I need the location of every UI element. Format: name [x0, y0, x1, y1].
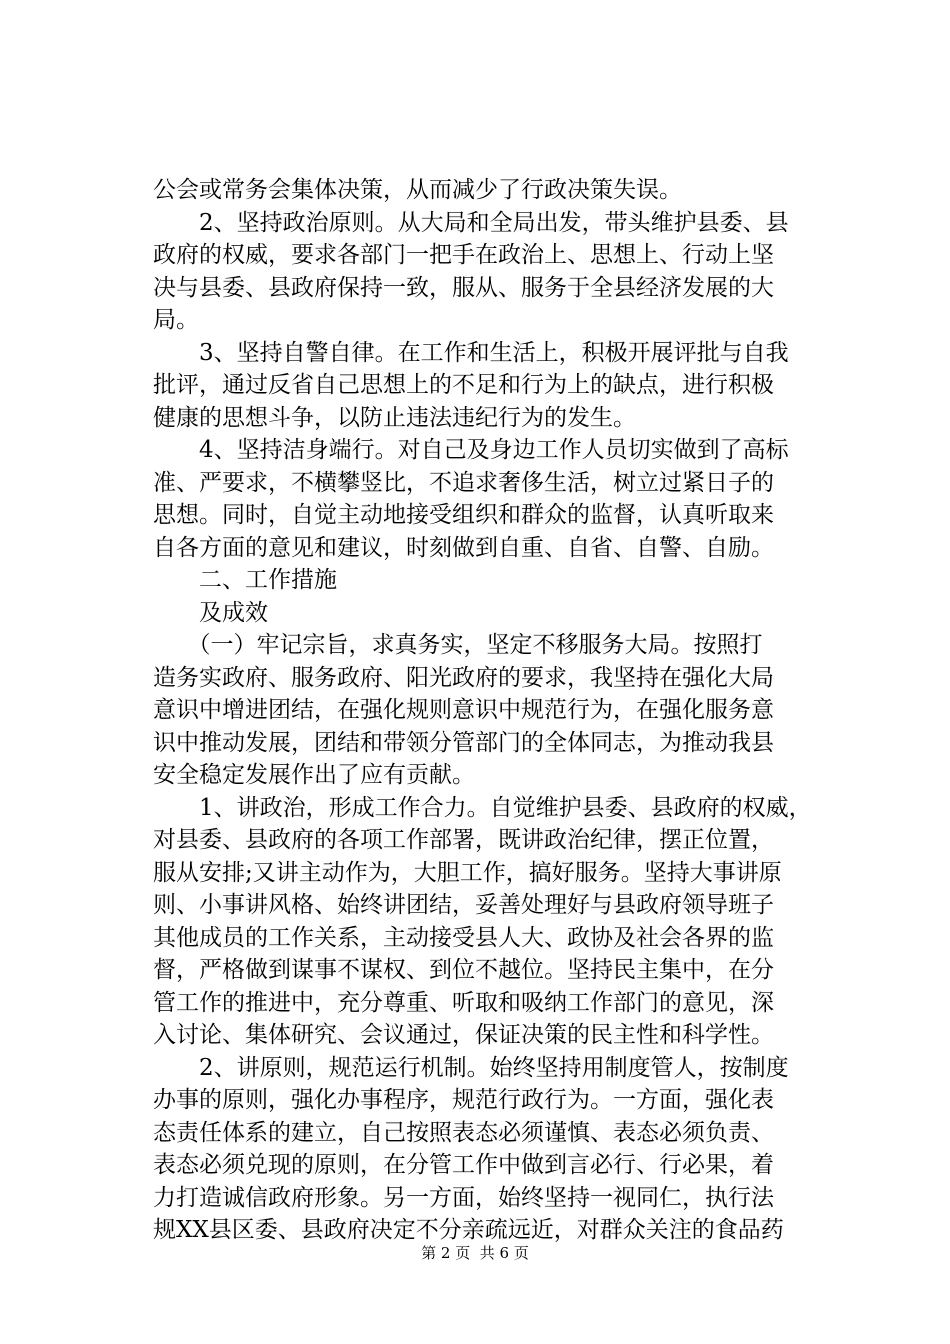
- text-line: 1、讲政治，形成工作合力。自觉维护县委、县政府的权威，: [153, 794, 812, 821]
- text-line: 识中推动发展，团结和带领分管部门的全体同志，为推动我县: [153, 729, 774, 756]
- text-line: 管工作的推进中，充分尊重、听取和吸纳工作部门的意见，深: [153, 989, 774, 1016]
- text-line: 造务实政府、服务政府、阳光政府的要求，我坚持在强化大局: [153, 664, 774, 691]
- text-line: 思想。同时，自觉主动地接受组织和群众的监督，认真听取来: [153, 502, 774, 528]
- text-line: 对县委、县政府的各项工作部署，既讲政治纪律，摆正位置，: [153, 827, 774, 853]
- text-line: 2、坚持政治原则。从大局和全局出发，带头维护县委、县: [153, 209, 789, 236]
- text-line: 3、坚持自警自律。在工作和生活上，积极开展评批与自我: [153, 339, 789, 366]
- text-line: 其他成员的工作关系，主动接受县人大、政协及社会各界的监: [153, 924, 774, 951]
- text-line: 意识中增进团结，在强化规则意识中规范行为，在强化服务意: [153, 697, 774, 723]
- text-line: 入讨论、集体研究、会议通过，保证决策的民主性和科学性。: [153, 1022, 774, 1048]
- document-body: [153, 174, 843, 1247]
- text-line: 服从安排;又讲主动作为，大胆工作，搞好服务。坚持大事讲原: [153, 859, 782, 886]
- text-line: 健康的思想斗争，以防止违法违纪行为的发生。: [153, 404, 636, 431]
- text-line: 准、严要求，不横攀竖比，不追求奢侈生活，树立过紧日子的: [153, 469, 774, 496]
- text-line: 态责任体系的建立，自己按照表态必须谨慎、表态必须负责、: [153, 1119, 774, 1146]
- text-line: 公会或常务会集体决策，从而减少了行政决策失误。: [153, 177, 682, 203]
- text-line: 督，严格做到谋事不谋权、到位不越位。坚持民主集中，在分: [153, 957, 774, 983]
- text-line: 政府的权威，要求各部门一把手在政治上、思想上、行动上坚: [153, 242, 774, 268]
- text-line: 局。: [153, 307, 199, 333]
- text-line: 办事的原则，强化办事程序，规范行政行为。一方面，强化表: [153, 1087, 774, 1113]
- text-line: 4、坚持洁身端行。对自己及身边工作人员切实做到了高标: [153, 437, 789, 463]
- section-heading: 二、工作措施: [153, 567, 337, 593]
- text-line: 批评，通过反省自己思想上的不足和行为上的缺点，进行积极: [153, 372, 774, 398]
- text-line: 2、讲原则，规范运行机制。始终坚持用制度管人，按制度: [153, 1054, 789, 1081]
- section-heading-continuation: 及成效: [153, 599, 268, 626]
- page-number-footer: 第 2 页 共 6 页: [421, 1244, 529, 1262]
- text-line: 规XX县区委、县政府决定不分亲疏远近，对群众关注的食品药: [153, 1217, 784, 1243]
- text-line: （一）牢记宗旨，求真务实，坚定不移服务大局。按照打: [153, 632, 763, 658]
- text-line: 安全稳定发展作出了应有贡献。: [153, 762, 475, 788]
- text-line: 决与县委、县政府保持一致，服从、服务于全县经济发展的大: [153, 274, 774, 301]
- text-line: 表态必须兑现的原则，在分管工作中做到言必行、行必果，着: [153, 1152, 774, 1178]
- text-line: 则、小事讲风格、始终讲团结，妥善处理好与县政府领导班子: [153, 892, 774, 918]
- text-line: 自各方面的意见和建议，时刻做到自重、自省、自警、自励。: [153, 534, 774, 561]
- text-line: 力打造诚信政府形象。另一方面，始终坚持一视同仁，执行法: [153, 1184, 774, 1211]
